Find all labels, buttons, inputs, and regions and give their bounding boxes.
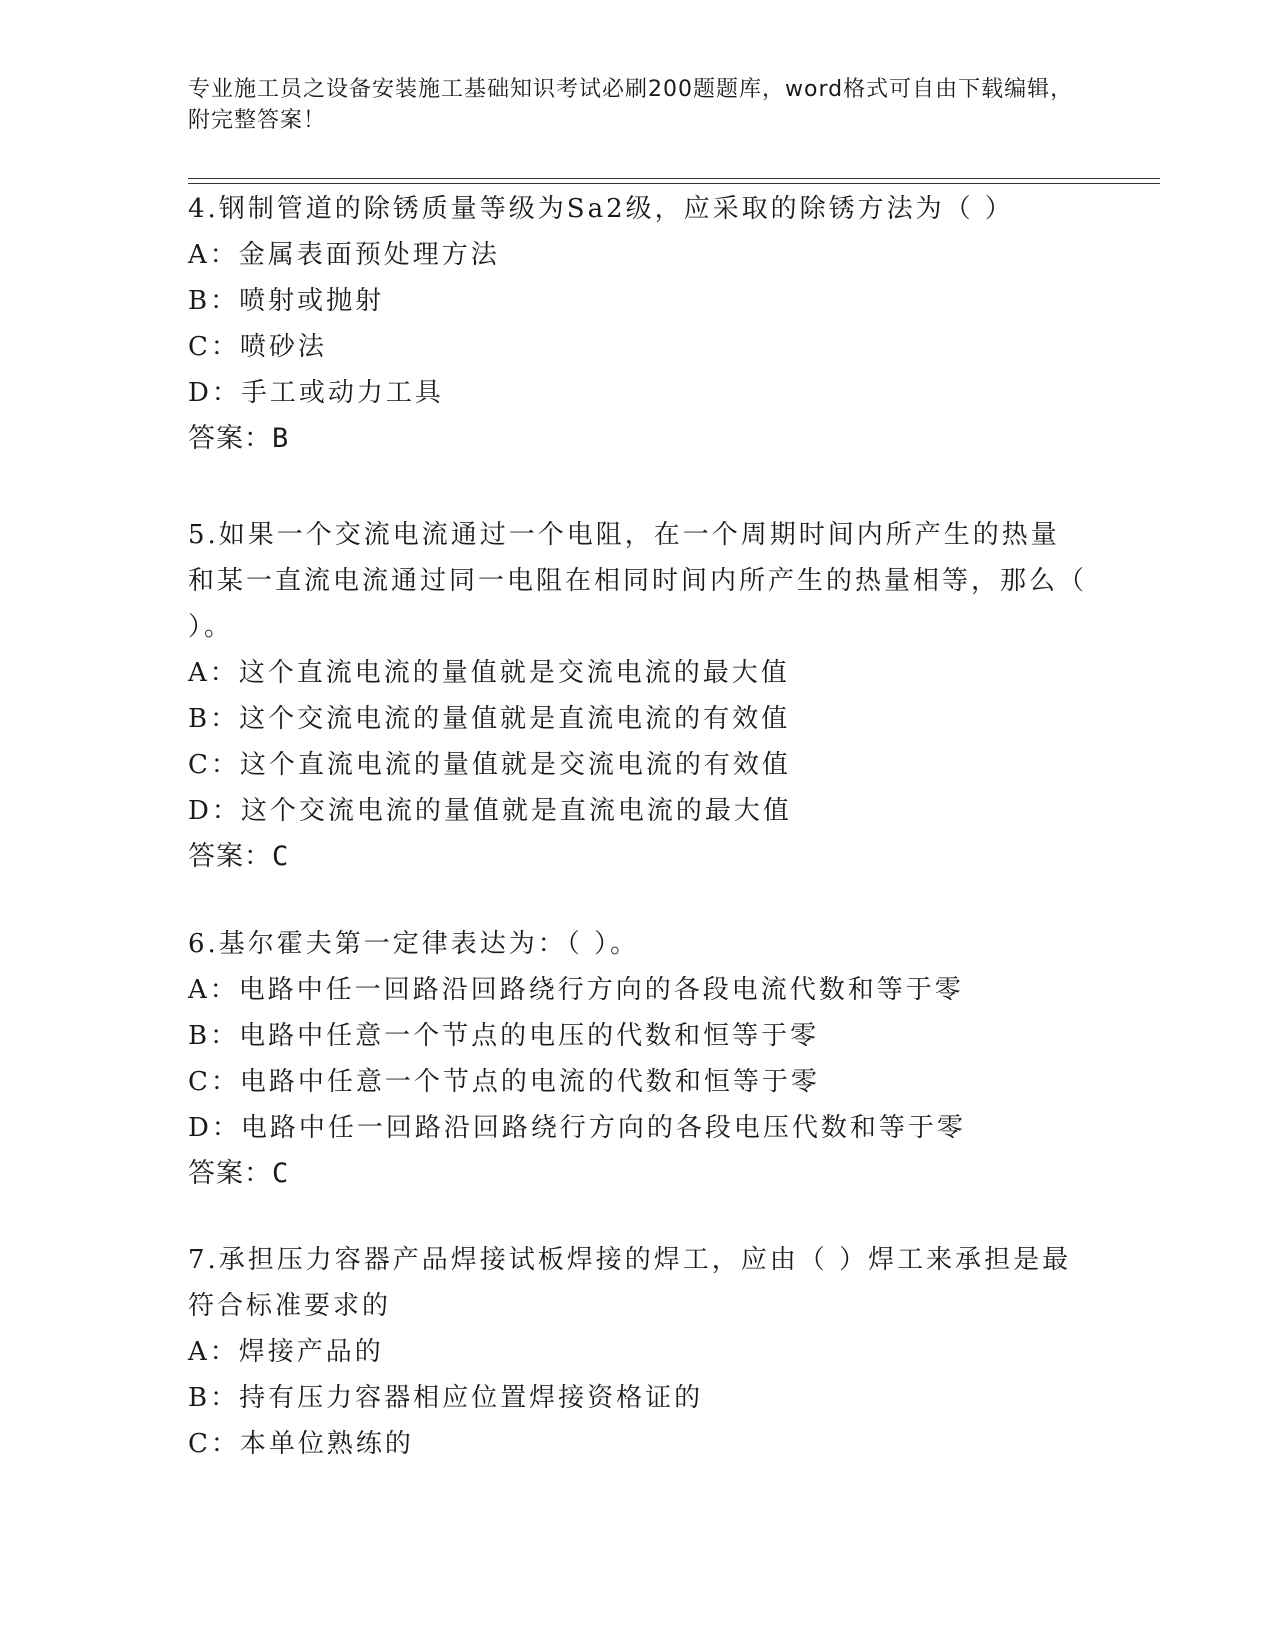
option-b: B：这个交流电流的量值就是直流电流的有效值 bbox=[188, 704, 791, 734]
option-b: B：喷射或抛射 bbox=[188, 286, 385, 316]
option-c: C：这个直流电流的量值就是交流电流的有效值 bbox=[188, 750, 791, 780]
option-b: B：电路中任意一个节点的电压的代数和恒等于零 bbox=[188, 1021, 820, 1051]
option-c: C：电路中任意一个节点的电流的代数和恒等于零 bbox=[188, 1067, 820, 1097]
answer-value: B bbox=[272, 423, 290, 454]
question-stem: 7.承担压力容器产品焊接试板焊接的焊工，应由（ ）焊工来承担是最符合标准要求的 bbox=[188, 1245, 1072, 1321]
option-a: A：金属表面预处理方法 bbox=[188, 240, 500, 270]
option-b: B：持有压力容器相应位置焊接资格证的 bbox=[188, 1383, 704, 1413]
question-6 bbox=[188, 921, 1088, 1197]
header-divider-top bbox=[188, 178, 1160, 179]
question-7 bbox=[188, 1237, 1088, 1467]
question-stem: 4.钢制管道的除锈质量等级为Sa2级，应采取的除锈方法为（ ） bbox=[188, 194, 1014, 224]
option-a: A：焊接产品的 bbox=[188, 1337, 384, 1367]
answer-line bbox=[188, 834, 1088, 880]
option-c: C：本单位熟练的 bbox=[188, 1429, 414, 1459]
answer-value: C bbox=[272, 841, 290, 872]
question-stem: 5.如果一个交流电流通过一个电阻，在一个周期时间内所产生的热量和某一直流电流通过同一电阻在相同时间内所产生的热量相等，那么（ ）。 bbox=[188, 520, 1088, 642]
answer-value: C bbox=[272, 1158, 290, 1189]
answer-label: 答案： bbox=[188, 841, 272, 872]
option-d: D：手工或动力工具 bbox=[188, 378, 444, 408]
answer-label: 答案： bbox=[188, 423, 272, 454]
question-stem: 6.基尔霍夫第一定律表达为：（ ）。 bbox=[188, 929, 640, 959]
option-d: D：电路中任一回路沿回路绕行方向的各段电压代数和等于零 bbox=[188, 1113, 966, 1143]
option-a: A：电路中任一回路沿回路绕行方向的各段电流代数和等于零 bbox=[188, 975, 964, 1005]
option-c: C：喷砂法 bbox=[188, 332, 327, 362]
answer-line bbox=[188, 1151, 1088, 1197]
option-a: A：这个直流电流的量值就是交流电流的最大值 bbox=[188, 658, 790, 688]
header-divider-bottom bbox=[188, 183, 1160, 184]
option-d: D：这个交流电流的量值就是直流电流的最大值 bbox=[188, 796, 792, 826]
question-5 bbox=[188, 512, 1088, 880]
answer-label: 答案： bbox=[188, 1158, 272, 1189]
document-header: 专业施工员之设备安装施工基础知识考试必刷200题题库，word格式可自由下载编辑，附完整答案！ bbox=[188, 77, 1074, 133]
answer-line bbox=[188, 416, 1088, 462]
question-4 bbox=[188, 186, 1088, 462]
